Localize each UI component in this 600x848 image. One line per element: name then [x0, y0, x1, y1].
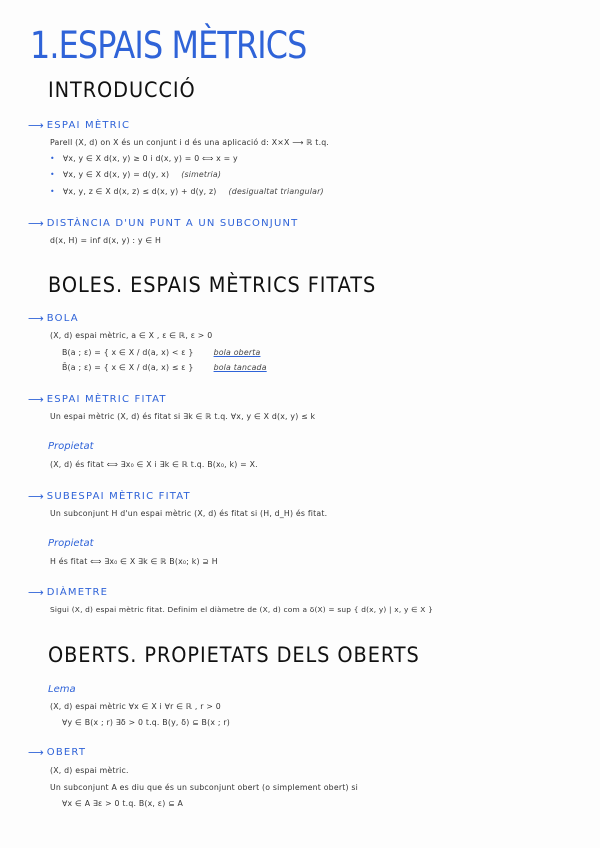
diametre-def: Sigui (X, d) espai mètric fitat. Definim el diàmetre de (X, d) com a δ(X) = sup { d(x, y) | x, y ∈ X }	[50, 605, 433, 614]
section-oberts: OBERTS. PROPIETATS DELS OBERTS	[48, 643, 420, 667]
heading-distancia	[28, 217, 298, 230]
bola-line-3	[62, 363, 267, 372]
bola-line-2	[62, 348, 260, 357]
bola-closed-formula: B̄(a ; ε) = { x ∈ X / d(a, x) ≤ ε }	[62, 363, 194, 372]
arrow-icon: ⟶	[28, 312, 44, 325]
heading-subespai	[28, 490, 191, 503]
distancia-def: d(x, H) = inf d(x, y) : y ∈ H	[50, 236, 162, 245]
heading-bola	[28, 312, 79, 325]
arrow-icon: ⟶	[28, 393, 44, 406]
subespai-def: Un subconjunt H d'un espai mètric (X, d) és fitat si (H, d_H) és fitat.	[50, 509, 328, 518]
lema-label: Lema	[48, 684, 76, 695]
fitat-prop-label: Propietat	[48, 441, 94, 452]
arrow-icon: ⟶	[28, 119, 44, 132]
bullet-note: (simetria)	[181, 170, 222, 179]
heading-label: BOLA	[46, 313, 79, 324]
bullet-text: ∀x, y ∈ X d(x, y) = d(y, x)	[62, 170, 170, 179]
lema-line-2: ∀y ∈ B(x ; r) ∃δ > 0 t.q. B(y, δ) ⊆ B(x ; r)	[62, 718, 230, 727]
bullet-text: ∀x, y, z ∈ X d(x, z) ≤ d(x, y) + d(y, z)	[62, 187, 217, 196]
bullet-text: ∀x, y ∈ X d(x, y) ≥ 0 i d(x, y) = 0 ⟺ x = y	[62, 154, 238, 163]
bola-line-1: (X, d) espai mètric, a ∈ X , ε ∈ ℝ, ε > 0	[50, 331, 213, 340]
section-intro: INTRODUCCIÓ	[48, 78, 196, 102]
bullet-icon: •	[50, 170, 55, 179]
heading-label: DIÀMETRE	[46, 587, 109, 598]
bola-closed-note: bola tancada	[213, 363, 267, 372]
espai-metric-def: Parell (X, d) on X és un conjunt i d és una aplicació d: X×X ⟶ ℝ t.q.	[50, 138, 330, 147]
page-title: 1.ESPAIS MÈTRICS	[30, 24, 307, 67]
heading-obert	[28, 746, 86, 759]
heading-espai-metric	[28, 119, 130, 132]
bola-open-formula: B(a ; ε) = { x ∈ X / d(a, x) < ε }	[62, 348, 194, 357]
espai-metric-bullet-3	[50, 187, 324, 196]
espai-metric-bullet-2	[50, 170, 221, 179]
lema-line-1: (X, d) espai mètric ∀x ∈ X i ∀r ∈ ℝ , r > 0	[50, 702, 221, 711]
subespai-prop: H és fitat ⟺ ∃x₀ ∈ X ∃k ∈ ℝ B(x₀; k) ⊇ H	[50, 557, 218, 566]
heading-label: DISTÀNCIA D'UN PUNT A UN SUBCONJUNT	[46, 218, 299, 229]
heading-label: ESPAI MÈTRIC	[46, 120, 131, 131]
heading-label: OBERT	[46, 747, 87, 758]
bullet-icon: •	[50, 154, 55, 163]
bullet-note: (desigualtat triangular)	[228, 187, 324, 196]
obert-line-1: (X, d) espai mètric.	[50, 766, 129, 775]
bullet-icon: •	[50, 187, 55, 196]
arrow-icon: ⟶	[28, 746, 44, 759]
bola-open-note: bola oberta	[213, 348, 261, 357]
section-boles: BOLES. ESPAIS MÈTRICS FITATS	[48, 273, 377, 297]
heading-label: ESPAI MÈTRIC FITAT	[46, 394, 167, 405]
heading-diametre	[28, 586, 108, 599]
fitat-prop: (X, d) és fitat ⟺ ∃x₀ ∈ X i ∃k ∈ ℝ t.q. B(x₀, k) = X.	[50, 460, 258, 469]
heading-espai-fitat	[28, 393, 167, 406]
obert-line-3: ∀x ∈ A ∃ε > 0 t.q. B(x, ε) ⊆ A	[62, 799, 184, 808]
arrow-icon: ⟶	[28, 217, 44, 230]
subespai-prop-label: Propietat	[48, 538, 94, 549]
arrow-icon: ⟶	[28, 586, 44, 599]
arrow-icon: ⟶	[28, 490, 44, 503]
heading-label: SUBESPAI MÈTRIC FITAT	[46, 491, 191, 502]
espai-metric-bullet-1	[50, 154, 238, 163]
fitat-def: Un espai mètric (X, d) és fitat si ∃k ∈ ℝ t.q. ∀x, y ∈ X d(x, y) ≤ k	[50, 412, 316, 421]
obert-line-2: Un subconjunt A es diu que és un subconjunt obert (o simplement obert) si	[50, 783, 359, 792]
